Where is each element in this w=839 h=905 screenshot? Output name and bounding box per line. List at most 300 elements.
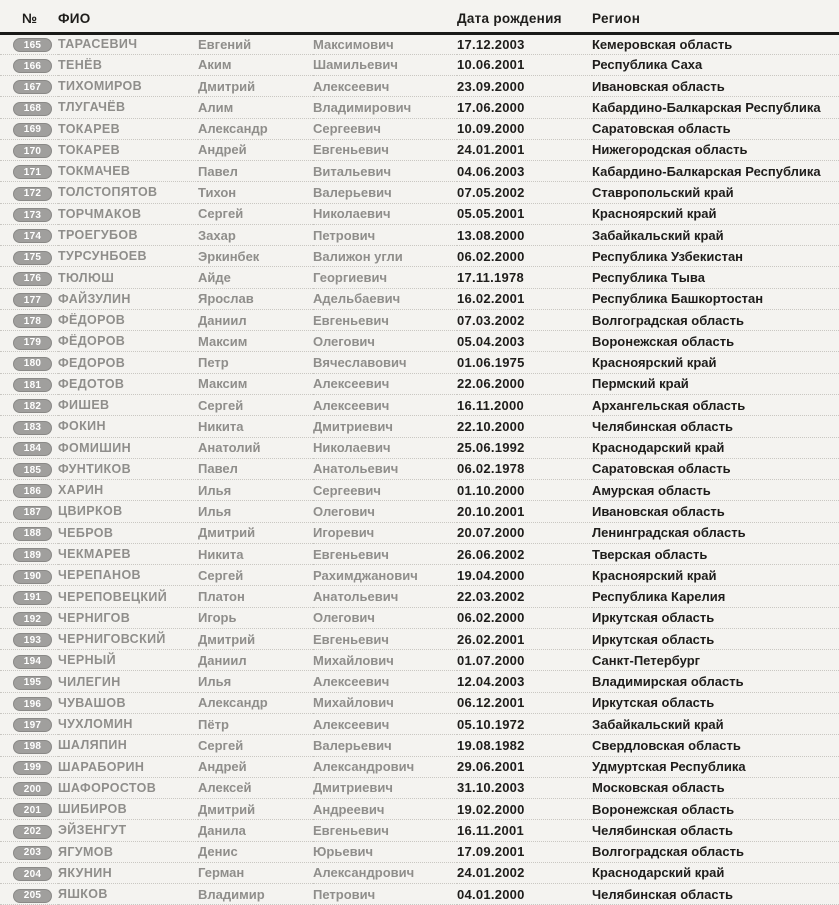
surname-cell: ТОКАРЕВ <box>58 139 198 160</box>
table-row <box>0 33 839 54</box>
row-number-badge: 166 <box>13 59 52 73</box>
row-number-cell <box>0 331 58 352</box>
date-of-birth-cell: 13.08.2000 <box>457 224 592 245</box>
first-name-cell: Айде <box>198 267 313 288</box>
patronymic-cell: Анатольевич <box>313 586 457 607</box>
patronymic-cell: Петрович <box>313 884 457 905</box>
surname-cell: ФЁДОРОВ <box>58 331 198 352</box>
date-of-birth-cell: 22.06.2000 <box>457 373 592 394</box>
surname-cell: ФОМИШИН <box>58 437 198 458</box>
date-of-birth-cell: 22.03.2002 <box>457 586 592 607</box>
row-number-cell <box>0 416 58 437</box>
first-name-cell: Андрей <box>198 756 313 777</box>
first-name-cell: Пётр <box>198 714 313 735</box>
region-cell: Ставропольский край <box>592 182 839 203</box>
date-of-birth-cell: 17.09.2001 <box>457 841 592 862</box>
row-number-cell <box>0 309 58 330</box>
surname-cell: ЧЕБРОВ <box>58 522 198 543</box>
region-cell: Иркутская область <box>592 692 839 713</box>
region-cell: Челябинская область <box>592 884 839 905</box>
patronymic-cell: Евгеньевич <box>313 628 457 649</box>
row-number-cell <box>0 714 58 735</box>
region-cell: Забайкальский край <box>592 714 839 735</box>
first-name-cell: Дмитрий <box>198 799 313 820</box>
row-number-cell <box>0 395 58 416</box>
row-number-badge: 202 <box>13 825 52 839</box>
table-row <box>0 437 839 458</box>
first-name-cell: Платон <box>198 586 313 607</box>
first-name-cell: Евгений <box>198 33 313 54</box>
region-cell: Иркутская область <box>592 628 839 649</box>
row-number-cell <box>0 799 58 820</box>
date-of-birth-cell: 19.04.2000 <box>457 565 592 586</box>
row-number-badge: 201 <box>13 803 52 817</box>
date-of-birth-cell: 26.06.2002 <box>457 543 592 564</box>
region-cell: Краснодарский край <box>592 862 839 883</box>
region-cell: Ленинградская область <box>592 522 839 543</box>
patronymic-cell: Алексеевич <box>313 373 457 394</box>
row-number-cell <box>0 671 58 692</box>
row-number-cell <box>0 501 58 522</box>
date-of-birth-cell: 06.02.2000 <box>457 246 592 267</box>
first-name-cell: Денис <box>198 841 313 862</box>
table-header <box>0 0 839 33</box>
surname-cell: ТУРСУНБОЕВ <box>58 246 198 267</box>
region-cell: Забайкальский край <box>592 224 839 245</box>
row-number-cell <box>0 288 58 309</box>
patronymic-cell: Максимович <box>313 33 457 54</box>
row-number-badge: 183 <box>13 421 52 435</box>
row-number-badge: 185 <box>13 463 52 477</box>
first-name-cell: Сергей <box>198 395 313 416</box>
table-row <box>0 54 839 75</box>
region-cell: Московская область <box>592 777 839 798</box>
row-number-cell <box>0 182 58 203</box>
surname-cell: ФОКИН <box>58 416 198 437</box>
patronymic-cell: Николаевич <box>313 203 457 224</box>
region-cell: Челябинская область <box>592 416 839 437</box>
first-name-cell: Андрей <box>198 139 313 160</box>
table-row <box>0 267 839 288</box>
row-number-cell <box>0 565 58 586</box>
table-row <box>0 97 839 118</box>
surname-cell: ШАФОРОСТОВ <box>58 777 198 798</box>
table-row <box>0 246 839 267</box>
first-name-cell: Сергей <box>198 735 313 756</box>
row-number-cell <box>0 756 58 777</box>
patronymic-cell: Владимирович <box>313 97 457 118</box>
patronymic-cell: Алексеевич <box>313 714 457 735</box>
date-of-birth-cell: 22.10.2000 <box>457 416 592 437</box>
date-of-birth-cell: 17.11.1978 <box>457 267 592 288</box>
table-row <box>0 777 839 798</box>
first-name-cell: Данила <box>198 820 313 841</box>
row-number-cell <box>0 480 58 501</box>
row-number-badge: 188 <box>13 527 52 541</box>
row-number-badge: 171 <box>13 165 52 179</box>
first-name-cell: Сергей <box>198 565 313 586</box>
table-row <box>0 735 839 756</box>
patronymic-cell: Валерьевич <box>313 735 457 756</box>
patronymic-cell: Евгеньевич <box>313 820 457 841</box>
table-row <box>0 182 839 203</box>
row-number-badge: 199 <box>13 761 52 775</box>
patronymic-cell: Шамильевич <box>313 54 457 75</box>
patronymic-cell: Михайлович <box>313 650 457 671</box>
surname-cell: ЯШКОВ <box>58 884 198 905</box>
date-of-birth-cell: 10.06.2001 <box>457 54 592 75</box>
surname-cell: ТЕНЁВ <box>58 54 198 75</box>
row-number-badge: 172 <box>13 187 52 201</box>
region-cell: Удмуртская Республика <box>592 756 839 777</box>
table-row <box>0 224 839 245</box>
table-row <box>0 309 839 330</box>
surname-cell: ТОКАРЕВ <box>58 118 198 139</box>
row-number-badge: 182 <box>13 399 52 413</box>
patronymic-cell: Александрович <box>313 756 457 777</box>
patronymic-cell: Николаевич <box>313 437 457 458</box>
patronymic-cell: Вячеславович <box>313 352 457 373</box>
row-number-badge: 174 <box>13 229 52 243</box>
row-number-cell <box>0 628 58 649</box>
region-cell: Ивановская область <box>592 76 839 97</box>
row-number-cell <box>0 246 58 267</box>
surname-cell: ЧЕРЕПАНОВ <box>58 565 198 586</box>
region-cell: Краснодарский край <box>592 437 839 458</box>
row-number-badge: 194 <box>13 655 52 669</box>
region-cell: Республика Башкортостан <box>592 288 839 309</box>
patronymic-cell: Андреевич <box>313 799 457 820</box>
first-name-cell: Даниил <box>198 309 313 330</box>
first-name-cell: Дмитрий <box>198 628 313 649</box>
region-cell: Тверская область <box>592 543 839 564</box>
patronymic-cell: Игоревич <box>313 522 457 543</box>
region-cell: Воронежская область <box>592 331 839 352</box>
first-name-cell: Игорь <box>198 607 313 628</box>
row-number-cell <box>0 352 58 373</box>
first-name-cell: Владимир <box>198 884 313 905</box>
first-name-cell: Эркинбек <box>198 246 313 267</box>
table-row <box>0 650 839 671</box>
header-number: № <box>0 0 58 33</box>
date-of-birth-cell: 26.02.2001 <box>457 628 592 649</box>
date-of-birth-cell: 23.09.2000 <box>457 76 592 97</box>
table-row <box>0 373 839 394</box>
region-cell: Свердловская область <box>592 735 839 756</box>
date-of-birth-cell: 16.02.2001 <box>457 288 592 309</box>
patronymic-cell: Валерьевич <box>313 182 457 203</box>
first-name-cell: Максим <box>198 373 313 394</box>
first-name-cell: Герман <box>198 862 313 883</box>
row-number-cell <box>0 97 58 118</box>
patronymic-cell: Анатольевич <box>313 458 457 479</box>
first-name-cell: Илья <box>198 671 313 692</box>
first-name-cell: Захар <box>198 224 313 245</box>
table-row <box>0 161 839 182</box>
date-of-birth-cell: 05.10.1972 <box>457 714 592 735</box>
surname-cell: ТОКМАЧЕВ <box>58 161 198 182</box>
header-first-name-spacer <box>198 0 313 33</box>
region-cell: Кабардино-Балкарская Республика <box>592 161 839 182</box>
date-of-birth-cell: 07.03.2002 <box>457 309 592 330</box>
row-number-badge: 190 <box>13 570 52 584</box>
row-number-cell <box>0 76 58 97</box>
row-number-badge: 191 <box>13 591 52 605</box>
surname-cell: ЧЕРНЫЙ <box>58 650 198 671</box>
patronymic-cell: Евгеньевич <box>313 309 457 330</box>
date-of-birth-cell: 31.10.2003 <box>457 777 592 798</box>
surname-cell: ШАЛЯПИН <box>58 735 198 756</box>
patronymic-cell: Георгиевич <box>313 267 457 288</box>
surname-cell: ЧУВАШОВ <box>58 692 198 713</box>
row-number-badge: 175 <box>13 251 52 265</box>
surname-cell: ФИШЕВ <box>58 395 198 416</box>
date-of-birth-cell: 17.12.2003 <box>457 33 592 54</box>
table-row <box>0 458 839 479</box>
first-name-cell: Павел <box>198 161 313 182</box>
surname-cell: ЧИЛЕГИН <box>58 671 198 692</box>
table-row <box>0 139 839 160</box>
date-of-birth-cell: 29.06.2001 <box>457 756 592 777</box>
surname-cell: ХАРИН <box>58 480 198 501</box>
table-body <box>0 33 839 905</box>
table-row <box>0 118 839 139</box>
row-number-cell <box>0 884 58 905</box>
patronymic-cell: Алексеевич <box>313 671 457 692</box>
region-cell: Кабардино-Балкарская Республика <box>592 97 839 118</box>
surname-cell: ТЛУГАЧЁВ <box>58 97 198 118</box>
table-row <box>0 714 839 735</box>
region-cell: Волгоградская область <box>592 841 839 862</box>
table-row <box>0 288 839 309</box>
surname-cell: ФЕДОРОВ <box>58 352 198 373</box>
first-name-cell: Павел <box>198 458 313 479</box>
row-number-badge: 165 <box>13 38 52 52</box>
first-name-cell: Алексей <box>198 777 313 798</box>
date-of-birth-cell: 17.06.2000 <box>457 97 592 118</box>
date-of-birth-cell: 04.06.2003 <box>457 161 592 182</box>
date-of-birth-cell: 05.05.2001 <box>457 203 592 224</box>
region-cell: Саратовская область <box>592 118 839 139</box>
surname-cell: ТРОЕГУБОВ <box>58 224 198 245</box>
surname-cell: ЧЕКМАРЕВ <box>58 543 198 564</box>
row-number-cell <box>0 692 58 713</box>
row-number-cell <box>0 118 58 139</box>
first-name-cell: Илья <box>198 480 313 501</box>
first-name-cell: Дмитрий <box>198 522 313 543</box>
row-number-cell <box>0 437 58 458</box>
surname-cell: ФУНТИКОВ <box>58 458 198 479</box>
row-number-badge: 186 <box>13 484 52 498</box>
region-cell: Челябинская область <box>592 820 839 841</box>
table-row <box>0 884 839 905</box>
patronymic-cell: Евгеньевич <box>313 543 457 564</box>
date-of-birth-cell: 04.01.2000 <box>457 884 592 905</box>
table-row <box>0 586 839 607</box>
patronymic-cell: Рахимджанович <box>313 565 457 586</box>
surname-cell: ТОРЧМАКОВ <box>58 203 198 224</box>
row-number-badge: 167 <box>13 80 52 94</box>
surname-cell: ЭЙЗЕНГУТ <box>58 820 198 841</box>
row-number-cell <box>0 161 58 182</box>
surname-cell: ЯКУНИН <box>58 862 198 883</box>
patronymic-cell: Юрьевич <box>313 841 457 862</box>
table-row <box>0 756 839 777</box>
region-cell: Архангельская область <box>592 395 839 416</box>
date-of-birth-cell: 10.09.2000 <box>457 118 592 139</box>
row-number-cell <box>0 735 58 756</box>
date-of-birth-cell: 06.02.1978 <box>457 458 592 479</box>
patronymic-cell: Михайлович <box>313 692 457 713</box>
row-number-badge: 198 <box>13 740 52 754</box>
row-number-cell <box>0 203 58 224</box>
first-name-cell: Максим <box>198 331 313 352</box>
row-number-badge: 189 <box>13 548 52 562</box>
row-number-badge: 180 <box>13 357 52 371</box>
row-number-cell <box>0 862 58 883</box>
table-row <box>0 671 839 692</box>
table-row <box>0 799 839 820</box>
date-of-birth-cell: 19.08.1982 <box>457 735 592 756</box>
first-name-cell: Дмитрий <box>198 76 313 97</box>
region-cell: Кемеровская область <box>592 33 839 54</box>
date-of-birth-cell: 20.07.2000 <box>457 522 592 543</box>
surname-cell: ТЮЛЮШ <box>58 267 198 288</box>
surname-cell: ЧЕРНИГОВСКИЙ <box>58 628 198 649</box>
surname-cell: ФАЙЗУЛИН <box>58 288 198 309</box>
row-number-badge: 168 <box>13 102 52 116</box>
region-cell: Красноярский край <box>592 203 839 224</box>
date-of-birth-cell: 25.06.1992 <box>457 437 592 458</box>
patronymic-cell: Валижон угли <box>313 246 457 267</box>
patronymic-cell: Евгеньевич <box>313 139 457 160</box>
row-number-badge: 197 <box>13 718 52 732</box>
row-number-cell <box>0 543 58 564</box>
surname-cell: ШИБИРОВ <box>58 799 198 820</box>
row-number-badge: 181 <box>13 378 52 392</box>
row-number-badge: 173 <box>13 208 52 222</box>
surname-cell: ЧЕРЕПОВЕЦКИЙ <box>58 586 198 607</box>
row-number-badge: 204 <box>13 867 52 881</box>
first-name-cell: Даниил <box>198 650 313 671</box>
date-of-birth-cell: 24.01.2002 <box>457 862 592 883</box>
surname-cell: ТАРАСЕВИЧ <box>58 33 198 54</box>
table-row <box>0 480 839 501</box>
surname-cell: ЧУХЛОМИН <box>58 714 198 735</box>
first-name-cell: Никита <box>198 543 313 564</box>
region-cell: Красноярский край <box>592 565 839 586</box>
row-number-badge: 196 <box>13 697 52 711</box>
region-cell: Саратовская область <box>592 458 839 479</box>
table-row <box>0 862 839 883</box>
patronymic-cell: Алексеевич <box>313 76 457 97</box>
first-name-cell: Анатолий <box>198 437 313 458</box>
patronymic-cell: Сергеевич <box>313 480 457 501</box>
surname-cell: ЧЕРНИГОВ <box>58 607 198 628</box>
patronymic-cell: Петрович <box>313 224 457 245</box>
row-number-badge: 184 <box>13 442 52 456</box>
row-number-badge: 195 <box>13 676 52 690</box>
first-name-cell: Петр <box>198 352 313 373</box>
date-of-birth-cell: 05.04.2003 <box>457 331 592 352</box>
row-number-cell <box>0 522 58 543</box>
row-number-badge: 170 <box>13 144 52 158</box>
surname-cell: ШАРАБОРИН <box>58 756 198 777</box>
first-name-cell: Аким <box>198 54 313 75</box>
patronymic-cell: Алексеевич <box>313 395 457 416</box>
patronymic-cell: Витальевич <box>313 161 457 182</box>
table-row <box>0 841 839 862</box>
row-number-badge: 187 <box>13 506 52 520</box>
header-region: Регион <box>592 0 839 33</box>
patronymic-cell: Дмитриевич <box>313 777 457 798</box>
row-number-badge: 192 <box>13 612 52 626</box>
first-name-cell: Ярослав <box>198 288 313 309</box>
first-name-cell: Александр <box>198 692 313 713</box>
surname-cell: ЦВИРКОВ <box>58 501 198 522</box>
surname-cell: ТОЛСТОПЯТОВ <box>58 182 198 203</box>
row-number-cell <box>0 139 58 160</box>
row-number-cell <box>0 33 58 54</box>
patronymic-cell: Олегович <box>313 331 457 352</box>
row-number-cell <box>0 586 58 607</box>
first-name-cell: Сергей <box>198 203 313 224</box>
patronymic-cell: Олегович <box>313 501 457 522</box>
surname-cell: ФЁДОРОВ <box>58 309 198 330</box>
table-row <box>0 543 839 564</box>
table-row <box>0 692 839 713</box>
row-number-badge: 176 <box>13 272 52 286</box>
region-cell: Республика Узбекистан <box>592 246 839 267</box>
row-number-badge: 193 <box>13 633 52 647</box>
region-cell: Пермский край <box>592 373 839 394</box>
region-cell: Воронежская область <box>592 799 839 820</box>
table-row <box>0 607 839 628</box>
region-cell: Нижегородская область <box>592 139 839 160</box>
row-number-cell <box>0 650 58 671</box>
region-cell: Красноярский край <box>592 352 839 373</box>
date-of-birth-cell: 01.06.1975 <box>457 352 592 373</box>
header-full-name: ФИО <box>58 0 198 33</box>
first-name-cell: Алим <box>198 97 313 118</box>
region-cell: Ивановская область <box>592 501 839 522</box>
row-number-cell <box>0 54 58 75</box>
table-row <box>0 522 839 543</box>
date-of-birth-cell: 06.02.2000 <box>457 607 592 628</box>
date-of-birth-cell: 16.11.2001 <box>457 820 592 841</box>
row-number-badge: 179 <box>13 336 52 350</box>
table-row <box>0 352 839 373</box>
row-number-cell <box>0 820 58 841</box>
patronymic-cell: Олегович <box>313 607 457 628</box>
row-number-cell <box>0 373 58 394</box>
region-cell: Республика Тыва <box>592 267 839 288</box>
date-of-birth-cell: 12.04.2003 <box>457 671 592 692</box>
table-row <box>0 565 839 586</box>
table-row <box>0 203 839 224</box>
date-of-birth-cell: 01.10.2000 <box>457 480 592 501</box>
surname-cell: ФЕДОТОВ <box>58 373 198 394</box>
row-number-cell <box>0 267 58 288</box>
row-number-badge: 200 <box>13 782 52 796</box>
row-number-cell <box>0 841 58 862</box>
date-of-birth-cell: 16.11.2000 <box>457 395 592 416</box>
first-name-cell: Никита <box>198 416 313 437</box>
region-cell: Владимирская область <box>592 671 839 692</box>
first-name-cell: Тихон <box>198 182 313 203</box>
date-of-birth-cell: 24.01.2001 <box>457 139 592 160</box>
table-row <box>0 416 839 437</box>
